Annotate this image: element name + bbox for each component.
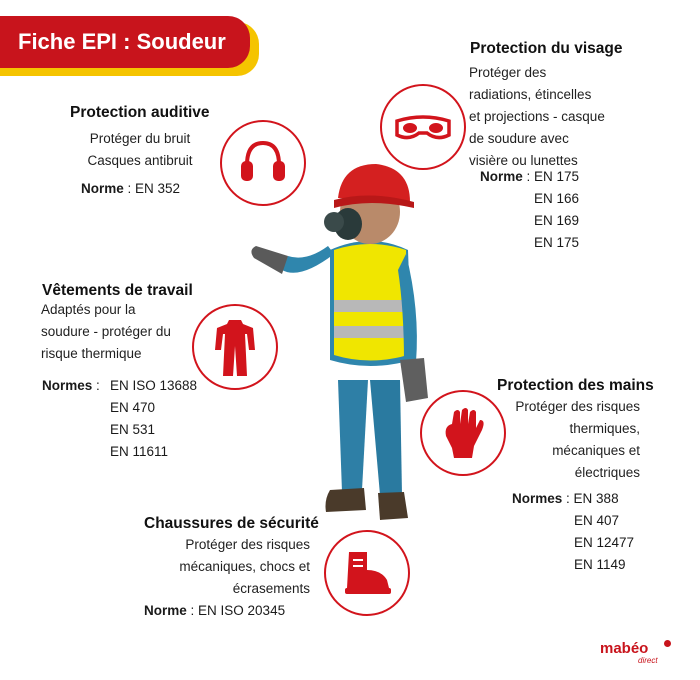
mains-desc-line: Protéger des risques	[515, 399, 640, 414]
norm-label: Normes	[42, 378, 93, 393]
earmuffs-icon	[220, 120, 306, 206]
visage-desc-line: radiations, étincelles	[469, 87, 592, 102]
chaussures-desc-line: écrasements	[232, 581, 310, 596]
visage-desc-line: et projections - casque	[469, 109, 605, 124]
safety-boot-icon	[324, 530, 410, 616]
mains-desc-line: électriques	[574, 465, 640, 480]
visage-desc	[469, 62, 605, 172]
norm-value: EN ISO 20345	[198, 603, 286, 618]
mains-desc	[490, 396, 640, 484]
norm-value: EN 1149	[574, 557, 626, 572]
vetements-desc-line: soudure - protéger du	[41, 324, 171, 339]
brand-logo	[600, 640, 678, 670]
visage-desc-line: visière ou lunettes	[469, 153, 578, 168]
chaussures-desc-line: Protéger des risques	[185, 537, 310, 552]
vetements-norm-label: Normes :	[42, 378, 100, 393]
vetements-title: Vêtements de travail	[42, 282, 193, 299]
auditive-norm: Norme : EN 352	[81, 181, 181, 196]
norm-value: EN 388	[573, 491, 619, 506]
title-banner	[0, 16, 250, 68]
logo-subtext: direct	[638, 656, 658, 665]
goggles-icon	[380, 84, 466, 170]
norm-value: EN ISO 13688	[110, 378, 198, 393]
norm-label: Norme	[480, 169, 523, 184]
logo-dot-icon	[664, 640, 671, 647]
mains-norm: Normes : EN 388	[512, 491, 619, 506]
norm-value: EN 470	[110, 400, 156, 415]
norm-label: Norme	[144, 603, 187, 618]
visage-norm: Norme : EN 175	[480, 169, 580, 184]
norm-label: Normes	[512, 491, 563, 506]
vetements-desc-line: Adaptés pour la	[41, 302, 136, 317]
norm-value: EN 12477	[574, 535, 635, 550]
auditive-desc	[80, 128, 200, 172]
norm-label: Norme	[81, 181, 124, 196]
norm-value: EN 531	[110, 422, 156, 437]
auditive-desc-line: Protéger du bruit	[89, 131, 191, 146]
chaussures-desc-line: mécaniques, chocs et	[179, 559, 310, 574]
logo-text: mabéo	[600, 640, 649, 657]
chaussures-title: Chaussures de sécurité	[144, 515, 319, 532]
norm-value: EN 166	[534, 191, 580, 206]
vetements-desc	[41, 299, 171, 365]
auditive-title: Protection auditive	[70, 104, 210, 121]
visage-desc-line: Protéger des	[469, 65, 547, 80]
page-title: Fiche EPI : Soudeur	[18, 29, 226, 54]
norm-value: EN 11611	[110, 444, 169, 459]
norm-value: EN 352	[135, 181, 181, 196]
chaussures-desc	[170, 534, 310, 600]
norm-value: EN 407	[574, 513, 620, 528]
visage-title: Protection du visage	[470, 40, 623, 57]
norm-value: EN 169	[534, 213, 580, 228]
coverall-icon	[192, 304, 278, 390]
mains-title: Protection des mains	[497, 377, 654, 394]
glove-icon	[420, 390, 506, 476]
norm-value: EN 175	[534, 169, 580, 184]
mains-desc-line: thermiques,	[569, 421, 640, 436]
mains-desc-line: mécaniques et	[552, 443, 640, 458]
auditive-desc-line: Casques antibruit	[87, 153, 193, 168]
vetements-desc-line: risque thermique	[41, 346, 142, 361]
norm-value: EN 175	[534, 235, 580, 250]
visage-desc-line: de soudure avec	[469, 131, 569, 146]
chaussures-norm: Norme : EN ISO 20345	[144, 603, 286, 618]
